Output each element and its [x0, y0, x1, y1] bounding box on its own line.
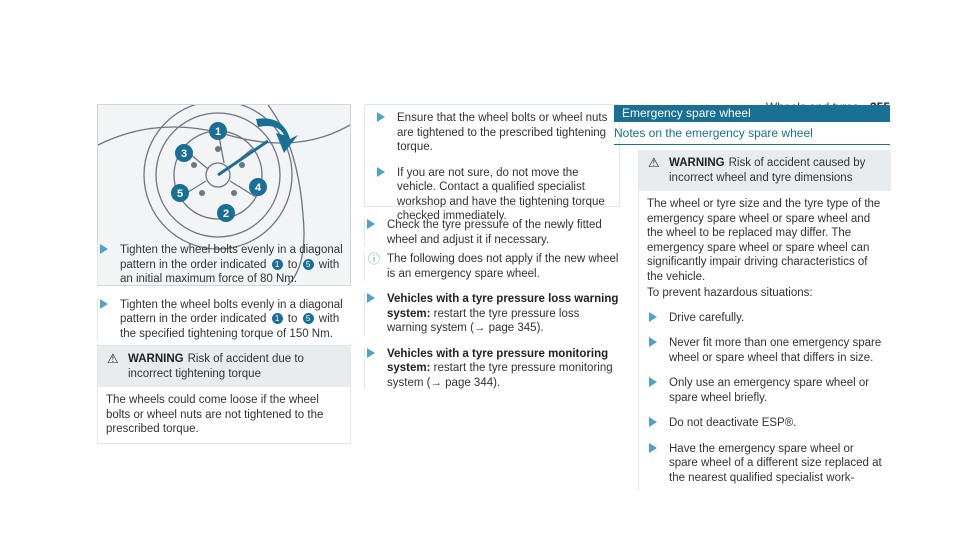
- step-arrow-icon: [649, 443, 657, 453]
- warning-body: [639, 191, 891, 491]
- vehicle-condition: Vehicles with a tyre pressure loss warning system:: [387, 293, 619, 320]
- callout-1: 1: [214, 126, 222, 138]
- step-check-pressure: [364, 218, 620, 247]
- step-text: Check the tyre pressure of the newly fitted wheel and adjust it if necessary.: [387, 219, 602, 246]
- step-final-tightening: [97, 298, 349, 342]
- callout-ref-5: 5: [303, 259, 314, 270]
- middle-column: [364, 218, 620, 401]
- step-initial-tightening: [97, 243, 349, 287]
- page-reference[interactable]: page 344).: [441, 376, 501, 389]
- step-drive-carefully: [647, 311, 883, 326]
- warning-header: [639, 150, 891, 191]
- torque-advice-box: [364, 104, 620, 222]
- step-arrow-icon: [649, 312, 657, 322]
- step-text: Ensure that the wheel bolts or wheel nuts are tightened to the prescribed tightening torque.: [397, 112, 608, 153]
- step-text: restart the tyre pressure monitoring system (: [387, 362, 613, 389]
- step-arrow-icon: [100, 244, 108, 254]
- callout-ref-1: 1: [272, 313, 283, 324]
- note-text: The following does not apply if the new wheel is an emergency spare wheel.: [387, 253, 619, 280]
- step-text: Only use an emergency spare wheel or spare wheel briefly.: [669, 377, 870, 404]
- callout-2: 2: [222, 208, 230, 220]
- warning-prevent-text: To prevent hazardous situations:: [647, 287, 813, 299]
- warning-header: [98, 346, 350, 387]
- step-arrow-icon: [649, 417, 657, 427]
- warning-body-text: The wheel or tyre size and the tyre type of the emergency spare wheel or spare wheel and the wheel to be replaced may differ. The emergency spare wheel or spare wheel can significantly impair driving characteristics of the vehicle.: [647, 198, 881, 283]
- step-text: Tighten the wheel bolts evenly in a diagonal pattern in the order indicated: [120, 244, 343, 271]
- step-restart-loss-warning: [364, 292, 620, 336]
- step-text: restart the tyre pressure loss warning system (: [387, 307, 580, 334]
- step-text: to: [284, 313, 301, 325]
- callout-5: 5: [176, 188, 184, 200]
- step-arrow-icon: [367, 293, 375, 303]
- spare-wheel-warning: [638, 150, 891, 491]
- step-text: with an initial maximum force of 80 Nm.: [120, 258, 340, 285]
- callout-3: 3: [180, 148, 188, 160]
- step-text: Do not deactivate ESP®.: [669, 417, 797, 429]
- step-arrow-icon: [367, 348, 375, 358]
- step-arrow-icon: [649, 377, 657, 387]
- subsection-title: Notes on the emergency spare wheel: [614, 126, 890, 145]
- page-reference[interactable]: page 345).: [485, 322, 544, 334]
- step-text: Have the emergency spare wheel or spare wheel of a different size replaced at the nearest qualified specialist work-: [669, 442, 882, 484]
- callout-ref-1: 1: [272, 259, 283, 270]
- step-keep-esp: [647, 416, 883, 431]
- step-use-briefly: [647, 376, 883, 405]
- step-text: Drive carefully.: [669, 311, 745, 324]
- warning-triangle-icon: ⚠: [648, 155, 660, 170]
- page-ref-arrow-icon: →: [473, 322, 486, 334]
- left-column: [97, 243, 349, 352]
- step-arrow-icon: [649, 337, 657, 347]
- step-text: Never fit more than one emergency spare wheel or spare wheel that differs in size.: [669, 337, 882, 364]
- warning-triangle-icon: ⚠: [107, 351, 119, 366]
- torque-warning: [97, 345, 351, 444]
- step-text: Tighten the wheel bolts evenly in a diagonal pattern in the order indicated: [120, 298, 343, 325]
- step-arrow-icon: [100, 299, 108, 309]
- step-arrow-icon: [377, 167, 385, 177]
- vehicle-condition: Vehicles with a tyre pressure monitoring system:: [387, 347, 609, 374]
- step-text: If you are not sure, do not move the vehicle. Contact a qualified specialist workshop and have the tightening torque checked immediately.: [397, 166, 605, 222]
- step-text: with the specified tightening torque of 150 Nm.: [120, 313, 340, 340]
- page-ref-arrow-icon: →: [430, 376, 442, 389]
- warning-body: The wheels could come loose if the wheel bolts or wheel nuts are not tightened to the prescribed torque.: [106, 394, 324, 435]
- warning-label: WARNING: [669, 157, 725, 169]
- info-icon: ⓘ: [368, 252, 381, 266]
- step-replace-spare: [647, 442, 883, 486]
- warning-headline: Risk of accident due to incorrect tightening torque: [128, 353, 304, 380]
- warning-headline: Risk of accident caused by incorrect wheel and tyre dimensions: [669, 157, 866, 184]
- step-arrow-icon: [377, 112, 385, 122]
- step-ensure-torque: [375, 111, 609, 155]
- section-title: Emergency spare wheel: [614, 105, 890, 122]
- callout-ref-5: 5: [303, 313, 314, 324]
- step-contact-specialist: [375, 166, 609, 224]
- step-text: to: [284, 258, 301, 271]
- callout-4: 4: [254, 182, 262, 194]
- step-arrow-icon: [367, 219, 375, 229]
- step-never-fit-more: [647, 336, 883, 365]
- warning-label: WARNING: [128, 353, 184, 365]
- step-restart-monitoring: [364, 347, 620, 391]
- note-spare-wheel: [364, 252, 620, 281]
